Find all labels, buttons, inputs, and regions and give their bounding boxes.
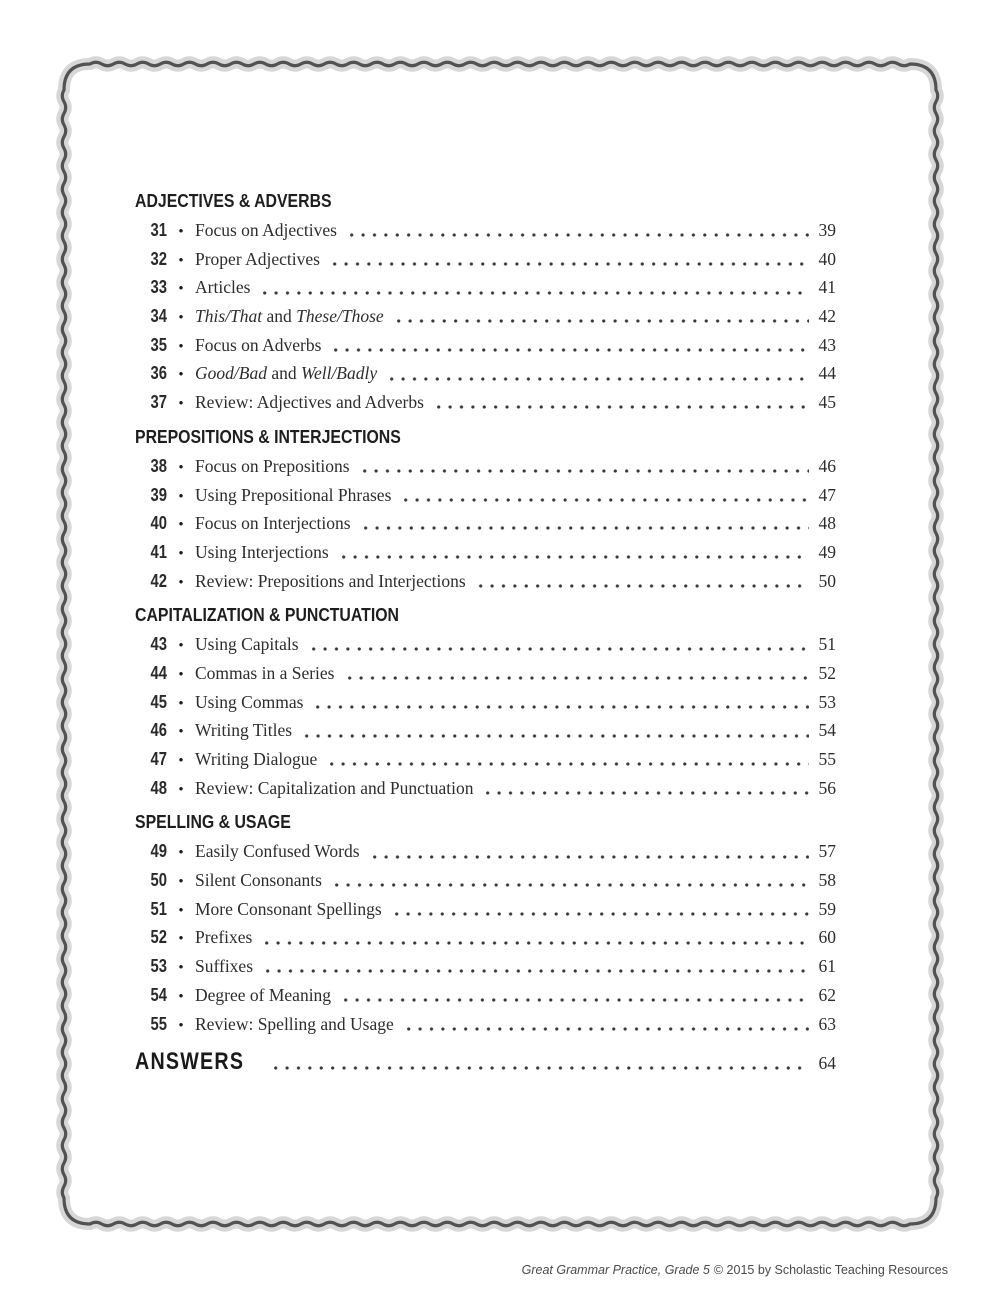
dot-leader: [393, 302, 809, 331]
page-number: 40: [818, 248, 836, 269]
page-number: 62: [818, 984, 836, 1005]
page-number: 56: [818, 777, 836, 798]
bullet-icon: •: [178, 310, 184, 327]
dot-leader: [312, 688, 809, 717]
toc-section: [135, 190, 836, 417]
lesson-title: Silent Consonants: [195, 870, 322, 891]
toc-row: [135, 331, 836, 360]
bullet-icon: •: [178, 224, 184, 240]
toc-row: [135, 923, 836, 952]
dot-leader: [338, 538, 809, 567]
footer-credit: [522, 1263, 948, 1277]
page-number: 42: [818, 306, 836, 327]
toc-row: [135, 452, 836, 481]
dot-leader: [400, 481, 809, 510]
lesson-number: 55: [150, 1012, 167, 1034]
toc-row: [135, 359, 836, 388]
toc-row: [135, 245, 836, 274]
page-number: 60: [818, 927, 836, 948]
lesson-title: Degree of Meaning: [195, 984, 332, 1005]
bullet-icon: •: [178, 574, 184, 591]
lesson-title: Review: Prepositions and Interjections: [195, 570, 466, 591]
lesson-title: Review: Capitalization and Punctuation: [195, 777, 474, 798]
dot-leader: [261, 923, 809, 952]
lesson-number: 53: [150, 955, 167, 977]
section-heading: PREPOSITIONS & INTERJECTIONS: [135, 426, 401, 447]
page-number: 61: [818, 956, 836, 977]
dot-leader: [270, 1044, 809, 1080]
lesson-number: 52: [150, 926, 167, 948]
lesson-number: 39: [150, 483, 167, 505]
toc-row: [135, 716, 836, 745]
lesson-number: 44: [150, 661, 167, 683]
toc-row: [135, 302, 836, 331]
toc-row: [135, 774, 836, 803]
toc-section: [135, 811, 836, 1038]
lesson-title: Focus on Adverbs: [195, 334, 322, 355]
bullet-icon: •: [178, 252, 184, 269]
table-of-contents: [135, 190, 836, 1080]
page-number: 46: [818, 455, 836, 476]
lesson-title: Using Capitals: [195, 634, 299, 655]
lesson-title: Easily Confused Words: [195, 841, 360, 862]
page-number: 50: [818, 570, 836, 591]
bullet-icon: •: [178, 367, 184, 384]
bullet-icon: •: [178, 1017, 184, 1034]
lesson-number: 31: [150, 219, 167, 240]
page-number: 45: [818, 392, 836, 413]
dot-leader: [360, 509, 809, 538]
section-heading: CAPITALIZATION & PUNCTUATION: [135, 605, 399, 626]
dot-leader: [346, 216, 809, 245]
dot-leader: [369, 837, 809, 866]
page-number: 55: [818, 749, 836, 769]
page-number: 43: [818, 334, 836, 355]
page-number: 44: [818, 363, 836, 384]
answers-label: ANSWERS: [135, 1048, 245, 1076]
dot-leader: [340, 981, 809, 1010]
toc-row: [135, 895, 836, 924]
toc-row: [135, 388, 836, 417]
lesson-number: 43: [150, 633, 167, 655]
toc-section: [135, 426, 836, 595]
toc-row: [135, 952, 836, 981]
bullet-icon: •: [178, 545, 184, 562]
lesson-number: 38: [150, 454, 167, 476]
bullet-icon: •: [178, 781, 184, 798]
toc-row: [135, 981, 836, 1010]
dot-leader: [259, 273, 809, 302]
lesson-title: Focus on Interjections: [195, 513, 351, 534]
bullet-icon: •: [178, 281, 184, 298]
page-number: 49: [818, 541, 836, 562]
lesson-title: Commas in a Series: [195, 662, 335, 683]
lesson-number: 48: [150, 776, 167, 798]
lesson-title: Proper Adjectives: [195, 248, 320, 269]
dot-leader: [331, 866, 809, 895]
dot-leader: [262, 952, 809, 981]
lesson-title: Focus on Prepositions: [195, 455, 350, 476]
footer-copyright: © 2015 by Scholastic Teaching Resources: [713, 1263, 948, 1277]
dot-leader: [308, 630, 809, 659]
lesson-number: 42: [150, 569, 167, 591]
dot-leader: [301, 716, 809, 745]
bullet-icon: •: [178, 666, 184, 683]
lesson-title: Review: Adjectives and Adverbs: [195, 392, 424, 413]
toc-row: [135, 745, 836, 774]
lesson-number: 54: [150, 983, 167, 1005]
lesson-number: 50: [150, 869, 167, 891]
lesson-number: 36: [150, 362, 167, 384]
bullet-icon: •: [178, 845, 184, 862]
page-number: 39: [818, 220, 836, 240]
bullet-icon: •: [178, 931, 184, 948]
lesson-number: 40: [150, 512, 167, 534]
lesson-number: 41: [150, 540, 167, 562]
dot-leader: [475, 567, 809, 596]
bullet-icon: •: [178, 396, 184, 413]
bullet-icon: •: [178, 724, 184, 741]
toc-row: [135, 481, 836, 510]
bullet-icon: •: [178, 695, 184, 712]
page-number: 52: [818, 662, 836, 683]
page-number: 58: [818, 870, 836, 891]
dot-leader: [344, 659, 810, 688]
dot-leader: [386, 359, 809, 388]
bullet-icon: •: [178, 874, 184, 891]
dot-leader: [329, 245, 809, 274]
toc-row: [135, 567, 836, 596]
dot-leader: [403, 1010, 809, 1039]
section-heading: SPELLING & USAGE: [135, 812, 291, 833]
toc-row: [135, 509, 836, 538]
dot-leader: [359, 452, 809, 481]
lesson-title: Using Prepositional Phrases: [195, 484, 392, 505]
lesson-title: Writing Dialogue: [195, 749, 318, 769]
bullet-icon: •: [178, 338, 184, 355]
lesson-number: 51: [150, 897, 167, 919]
lesson-title: Using Commas: [195, 691, 304, 712]
page-number: 41: [818, 277, 836, 298]
toc-row: [135, 630, 836, 659]
lesson-title: Review: Spelling and Usage: [195, 1013, 394, 1034]
page-number: 51: [818, 634, 836, 655]
bullet-icon: •: [178, 488, 184, 505]
toc-row: [135, 273, 836, 302]
toc-row: [135, 216, 836, 245]
toc-row: [135, 837, 836, 866]
lesson-title: Focus on Adjectives: [195, 220, 337, 240]
section-heading: ADJECTIVES & ADVERBS: [135, 191, 332, 211]
lesson-number: 35: [150, 333, 167, 355]
page-number: 47: [818, 484, 836, 505]
lesson-title: More Consonant Spellings: [195, 898, 382, 919]
page-number: 64: [818, 1053, 836, 1074]
lesson-number: 32: [150, 247, 167, 269]
lesson-title: Using Interjections: [195, 541, 329, 562]
page-number: 57: [818, 841, 836, 862]
dot-leader: [482, 774, 809, 803]
page-number: 54: [818, 720, 836, 741]
bullet-icon: •: [178, 902, 184, 919]
page-number: 59: [818, 898, 836, 919]
lesson-number: 47: [150, 748, 167, 769]
dot-leader: [391, 895, 809, 924]
lesson-title: Articles: [195, 277, 251, 298]
bullet-icon: •: [178, 638, 184, 655]
lesson-number: 37: [150, 391, 167, 413]
answers-row: [135, 1044, 836, 1080]
page-number: 53: [818, 691, 836, 712]
lesson-title: Prefixes: [195, 927, 253, 948]
bullet-icon: •: [178, 753, 184, 769]
bullet-icon: •: [178, 517, 184, 534]
lesson-number: 45: [150, 690, 167, 712]
toc-row: [135, 659, 836, 688]
lesson-title: Writing Titles: [195, 720, 293, 741]
toc-row: [135, 538, 836, 567]
toc-row: [135, 688, 836, 717]
dot-leader: [433, 388, 809, 417]
toc-row: [135, 1010, 836, 1039]
lesson-number: 49: [150, 840, 167, 862]
lesson-title: This/That and These/Those: [195, 306, 384, 327]
dot-leader: [326, 745, 809, 774]
toc-section: [135, 604, 836, 802]
lesson-number: 34: [150, 305, 167, 327]
lesson-number: 46: [150, 719, 167, 741]
bullet-icon: •: [178, 960, 184, 977]
footer-book-title: Great Grammar Practice, Grade 5: [521, 1263, 710, 1277]
page-number: 48: [818, 513, 836, 534]
lesson-title: Good/Bad and Well/Badly: [195, 363, 378, 384]
toc-row: [135, 866, 836, 895]
lesson-title: Suffixes: [195, 956, 254, 977]
bullet-icon: •: [178, 459, 184, 476]
bullet-icon: •: [178, 988, 184, 1005]
lesson-number: 33: [150, 276, 167, 298]
dot-leader: [330, 331, 809, 360]
page-number: 63: [818, 1013, 836, 1034]
